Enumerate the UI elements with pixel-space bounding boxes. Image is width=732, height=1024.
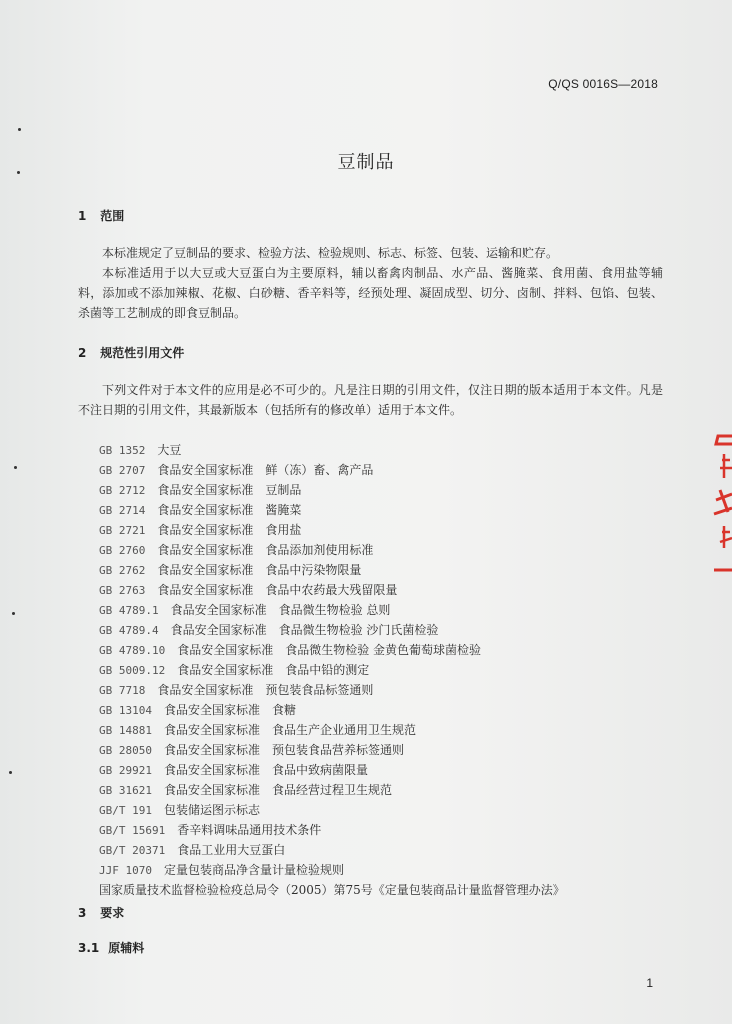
reference-item: GB 2707 食品安全国家标准 鲜（冻）畜、禽产品 <box>99 463 374 477</box>
section-3-number: 3 <box>78 906 87 920</box>
reference-item: GB/T 20371 食品工业用大豆蛋白 <box>99 843 286 857</box>
section-2-heading <box>78 344 184 361</box>
reference-item: GB 31621 食品安全国家标准 食品经营过程卫生规范 <box>99 783 392 797</box>
reference-item: GB 1352 大豆 <box>99 443 182 457</box>
reference-item: GB/T 191 包装储运图示标志 <box>99 803 260 817</box>
red-seal-stamp <box>708 430 732 580</box>
reference-item: GB 7718 食品安全国家标准 预包装食品标签通则 <box>99 683 374 697</box>
section-2-title: 规范性引用文件 <box>100 346 185 360</box>
section-3-1-heading <box>78 939 144 956</box>
section-1-heading <box>78 207 124 224</box>
reference-item: GB 4789.4 食品安全国家标准 食品微生物检验 沙门氏菌检验 <box>99 623 439 637</box>
reference-item: 国家质量技术监督检验检疫总局令（2005）第75号《定量包装商品计量监督管理办法》 <box>99 883 565 897</box>
document-number: Q/QS 0016S—2018 <box>548 77 658 91</box>
binding-mark <box>9 771 12 774</box>
document-title: 豆制品 <box>337 152 395 173</box>
page-number: 1 <box>646 976 653 990</box>
section-1-paragraph-2: 本标准适用于以大豆或大豆蛋白为主要原料，辅以畜禽肉制品、水产品、酱腌菜、食用菌、食用盐等辅料，添加或不添加辣椒、花椒、白砂糖、香辛料等，经预处理、凝固成型、切分、卤制、拌料、包馅、包装、杀菌等工艺制成的即食豆制品。 <box>78 266 663 320</box>
section-1-title: 范围 <box>100 209 125 223</box>
reference-item: GB 2760 食品安全国家标准 食品添加剂使用标准 <box>99 543 374 557</box>
reference-item: GB 2714 食品安全国家标准 酱腌菜 <box>99 503 302 517</box>
section-2-number: 2 <box>78 346 87 360</box>
binding-mark <box>17 171 20 174</box>
section-3-heading <box>78 904 124 921</box>
reference-item: GB 4789.10 食品安全国家标准 食品微生物检验 金黄色葡萄球菌检验 <box>99 643 482 657</box>
reference-item: GB 13104 食品安全国家标准 食糖 <box>99 703 296 717</box>
reference-item: GB/T 15691 香辛料调味品通用技术条件 <box>99 823 322 837</box>
reference-item: GB 4789.1 食品安全国家标准 食品微生物检验 总则 <box>99 603 391 617</box>
section-2-intro: 下列文件对于本文件的应用是必不可少的。凡是注日期的引用文件，仅注日期的版本适用于本文件。凡是不注日期的引用文件，其最新版本（包括所有的修改单）适用于本文件。 <box>78 383 663 417</box>
reference-item: GB 2721 食品安全国家标准 食用盐 <box>99 523 302 537</box>
reference-item: GB 28050 食品安全国家标准 预包装食品营养标签通则 <box>99 743 404 757</box>
binding-mark <box>14 466 17 469</box>
reference-item: GB 2762 食品安全国家标准 食品中污染物限量 <box>99 563 362 577</box>
section-1-paragraph-1: 本标准规定了豆制品的要求、检验方法、检验规则、标志、标签、包装、运输和贮存。 <box>102 246 559 260</box>
section-3-1-title: 原辅料 <box>108 941 145 955</box>
reference-list <box>99 440 659 900</box>
reference-item: GB 29921 食品安全国家标准 食品中致病菌限量 <box>99 763 368 777</box>
reference-item: GB 2712 食品安全国家标准 豆制品 <box>99 483 302 497</box>
binding-mark <box>12 612 15 615</box>
section-3-title: 要求 <box>100 906 125 920</box>
section-1-number: 1 <box>78 209 87 223</box>
binding-mark <box>18 128 21 131</box>
reference-item: GB 2763 食品安全国家标准 食品中农药最大残留限量 <box>99 583 398 597</box>
reference-item: JJF 1070 定量包装商品净含量计量检验规则 <box>99 863 344 877</box>
section-3-1-number: 3.1 <box>78 941 100 955</box>
reference-item: GB 14881 食品安全国家标准 食品生产企业通用卫生规范 <box>99 723 416 737</box>
reference-item: GB 5009.12 食品安全国家标准 食品中铅的测定 <box>99 663 370 677</box>
